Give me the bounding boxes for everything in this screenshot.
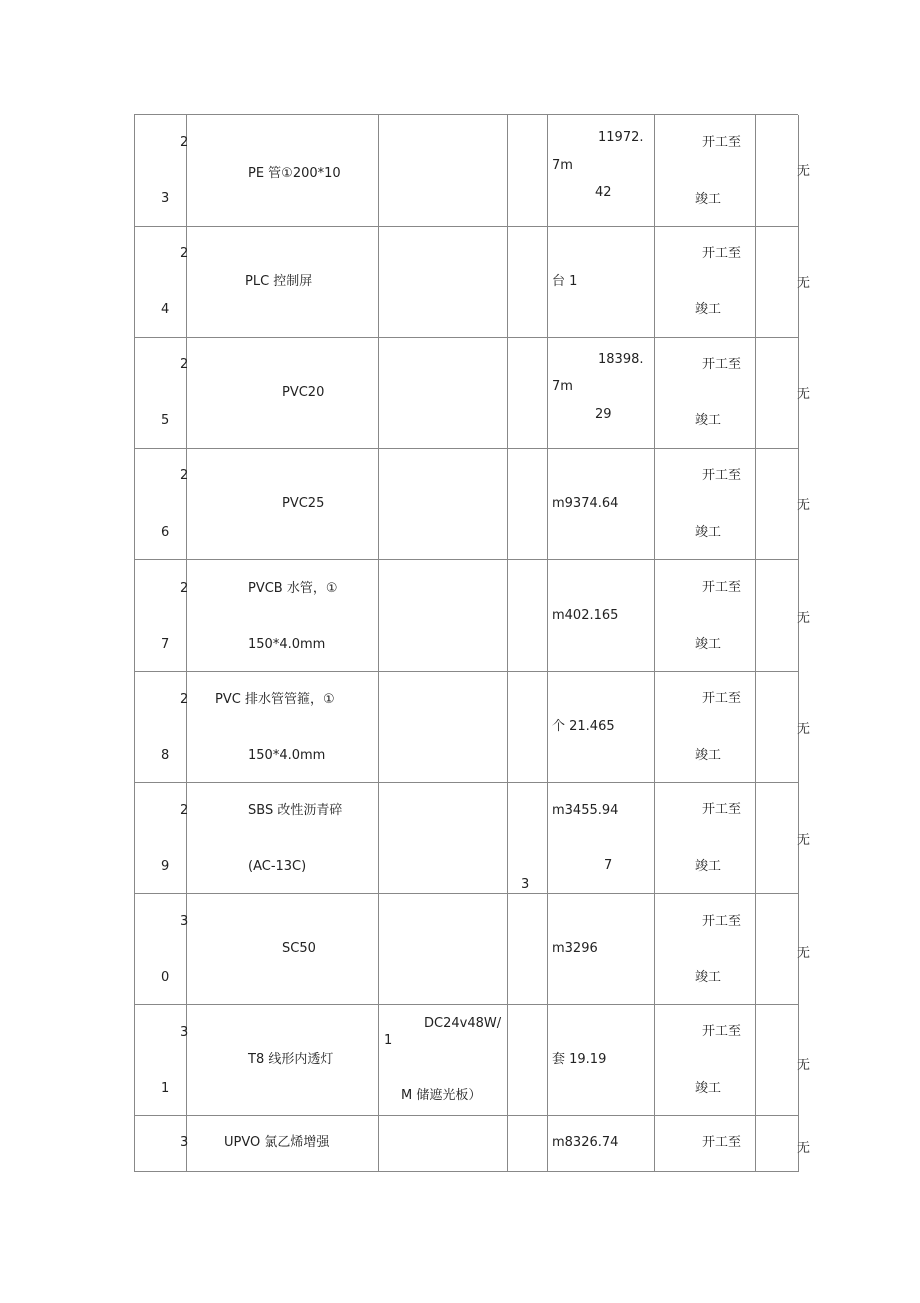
spec-line1: DC24v48W/ <box>424 1016 502 1031</box>
row-number-top: 3 <box>180 914 189 929</box>
item-name: PVC25 <box>282 496 325 511</box>
note-text: 无 <box>797 164 811 179</box>
table-row <box>135 337 798 449</box>
period-start: 开工至 <box>702 1135 742 1150</box>
quantity: m3296 <box>552 941 598 956</box>
row-number-bottom: 8 <box>161 748 170 763</box>
period-end: 竣工 <box>695 413 722 428</box>
period-start: 开工至 <box>702 246 742 261</box>
item-name: PE 管①200*10 <box>248 166 341 181</box>
item-name: PVC20 <box>282 385 325 400</box>
item-name-line1: PVC 排水管管箍，① <box>215 692 335 707</box>
item-name-line1: SBS 改性沥青碎 <box>248 803 343 818</box>
row-number-bottom: 4 <box>161 302 170 317</box>
row-number-bottom: 1 <box>161 1081 170 1096</box>
item-name-line1: PVCB 水管，① <box>248 581 338 596</box>
quantity: 台 1 <box>552 274 578 289</box>
period-end: 竣工 <box>695 748 722 763</box>
row-number-bottom: 0 <box>161 970 170 985</box>
period-end: 竣工 <box>695 637 722 652</box>
note-text: 无 <box>797 387 811 402</box>
item-name: SC50 <box>282 941 316 956</box>
row-number-top: 2 <box>180 692 189 707</box>
note-text: 无 <box>797 722 811 737</box>
quantity: m9374.64 <box>552 496 619 511</box>
note-text: 无 <box>797 1058 811 1073</box>
row-number-top: 3 <box>180 1025 189 1040</box>
row-number-bottom: 3 <box>161 191 170 206</box>
row-number-bottom: 9 <box>161 859 170 874</box>
quantity-line3: 42 <box>595 185 612 200</box>
quantity-line2: 7m <box>552 158 573 173</box>
spec-line1b: 1 <box>384 1033 393 1048</box>
materials-table <box>134 114 798 1172</box>
row-number-bottom: 7 <box>161 637 170 652</box>
item-name-line2: 150*4.0mm <box>248 637 326 652</box>
quantity: 个 21.465 <box>552 719 615 734</box>
period-end: 竣工 <box>695 192 722 207</box>
quantity-line2: 7m <box>552 379 573 394</box>
period-end: 竣工 <box>695 1081 722 1096</box>
table-row <box>135 1115 798 1172</box>
period-start: 开工至 <box>702 468 742 483</box>
period-start: 开工至 <box>702 914 742 929</box>
period-end: 竣工 <box>695 859 722 874</box>
period-end: 竣工 <box>695 970 722 985</box>
period-start: 开工至 <box>702 802 742 817</box>
quantity: m402.165 <box>552 608 619 623</box>
row-number-top: 2 <box>180 357 189 372</box>
period-start: 开工至 <box>702 580 742 595</box>
quantity-line3: 29 <box>595 407 612 422</box>
period-start: 开工至 <box>702 691 742 706</box>
table-row <box>135 226 798 338</box>
quantity-line1: m3455.94 <box>552 803 619 818</box>
note-text: 无 <box>797 833 811 848</box>
quantity-line2: 7 <box>604 858 613 873</box>
period-start: 开工至 <box>702 357 742 372</box>
note-text: 无 <box>797 276 811 291</box>
note-text: 无 <box>797 498 811 513</box>
item-name: T8 线形内透灯 <box>248 1052 334 1067</box>
quantity-line1: 11972. <box>598 130 644 145</box>
period-end: 竣工 <box>695 302 722 317</box>
spec-line2: M 储遮光板） <box>401 1088 482 1103</box>
row-number-top: 2 <box>180 468 189 483</box>
row-number-bottom: 5 <box>161 413 170 428</box>
row-number-top: 2 <box>180 581 189 596</box>
note-text: 无 <box>797 611 811 626</box>
table-row <box>135 671 798 783</box>
period-end: 竣工 <box>695 525 722 540</box>
note-text: 无 <box>797 1141 811 1156</box>
row-number-top: 3 <box>180 1135 189 1150</box>
row-number-top: 2 <box>180 246 189 261</box>
quantity: m8326.74 <box>552 1135 619 1150</box>
table-row <box>135 115 798 227</box>
row-number-top: 2 <box>180 803 189 818</box>
item-name: PLC 控制屏 <box>245 274 313 289</box>
table-row <box>135 782 798 894</box>
table-row <box>135 448 798 560</box>
note-text: 无 <box>797 946 811 961</box>
period-start: 开工至 <box>702 135 742 150</box>
period-start: 开工至 <box>702 1024 742 1039</box>
quantity-line1: 18398. <box>598 352 644 367</box>
table-row <box>135 560 798 672</box>
item-name-line2: (AC-13C) <box>248 859 307 874</box>
table-row <box>135 893 798 1005</box>
quantity: 套 19.19 <box>552 1052 607 1067</box>
row-number-bottom: 6 <box>161 525 170 540</box>
table-row <box>135 1004 798 1116</box>
item-name-line2: 150*4.0mm <box>248 748 326 763</box>
row-number-top: 2 <box>180 135 189 150</box>
unit-marker: 3 <box>521 877 530 892</box>
item-name: UPVO 氯乙烯增强 <box>224 1135 330 1150</box>
